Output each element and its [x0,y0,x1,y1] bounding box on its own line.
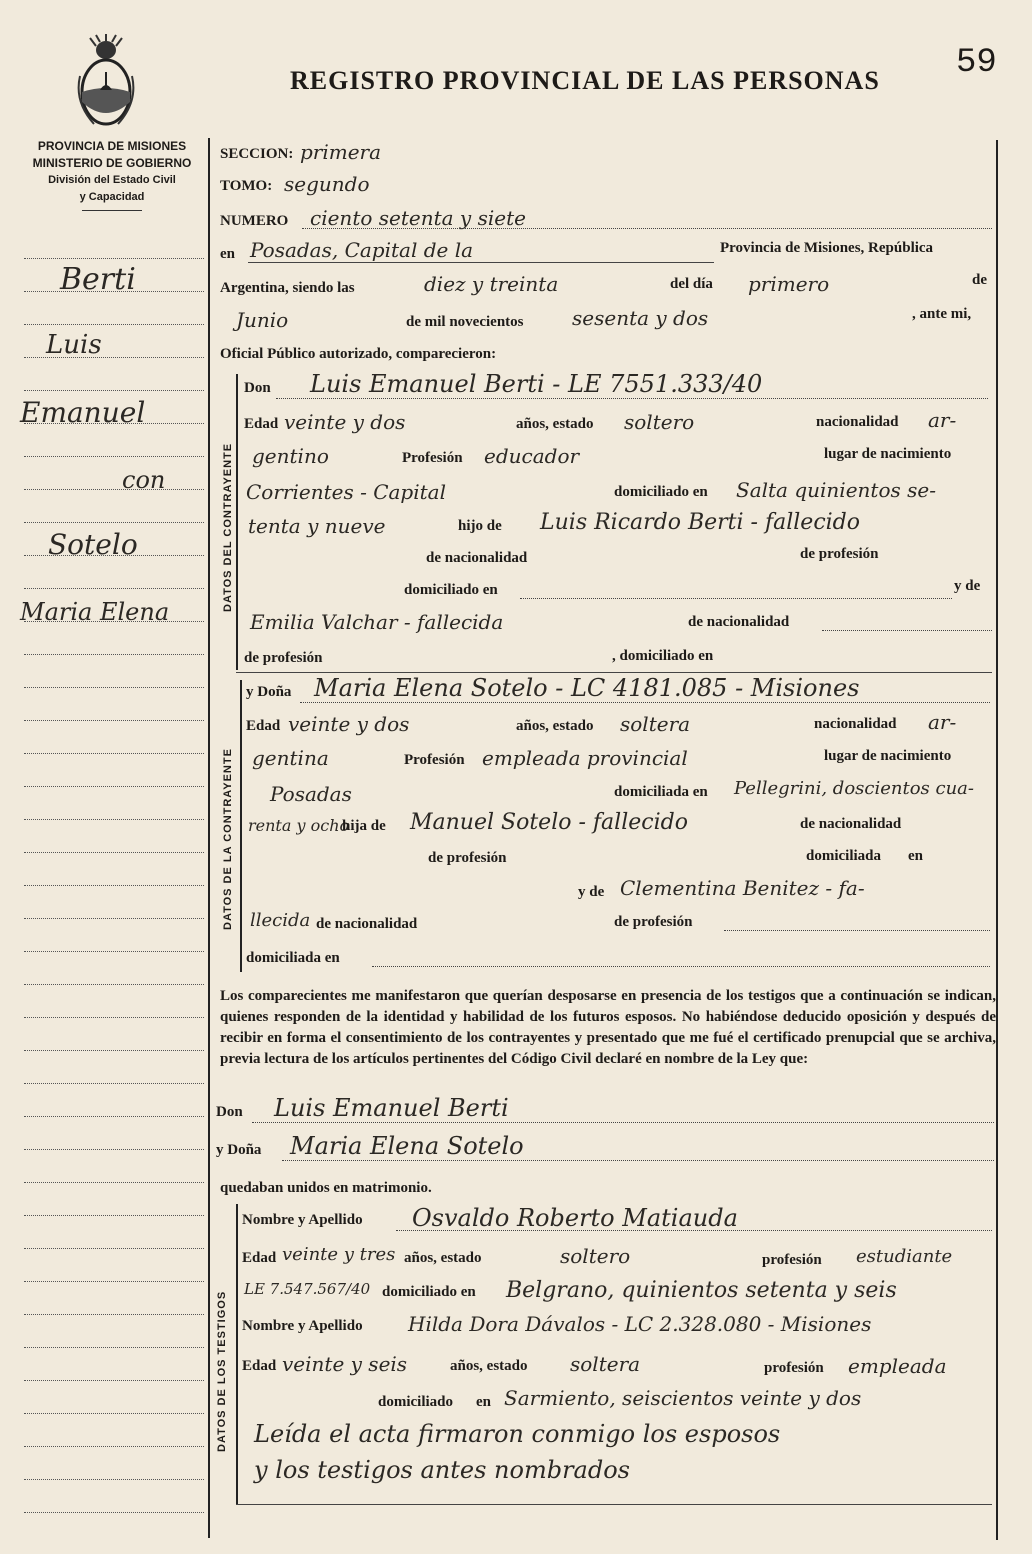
margin-ruled-line [24,1281,204,1282]
page-right-border [996,140,998,1540]
margin-ruled-line [24,1215,204,1216]
w2-domiciliado-label: domiciliado [378,1394,454,1410]
groom-name: Luis Emanuel Berti - LE 7551.333/40 [310,370,763,398]
groom-father-dom-line [520,598,952,599]
de-label: de [972,272,987,288]
groom-y-de-label: y de [954,578,981,594]
provincia-label: Provincia de Misiones, República [720,240,934,256]
margin-divider [208,138,210,1538]
groom-mother-dom-label: , domiciliado en [612,648,714,664]
groom-father-dom-label: domiciliado en [404,582,498,598]
divider [82,210,142,211]
groom-birthplace: Corrientes - Capital [246,480,446,504]
groom-mother-nac-line [822,630,992,631]
margin-note-first-name: Luis [46,330,102,360]
place-value: Posadas, Capital de la [250,238,474,262]
w1-domiciliado-label: domiciliado en [382,1284,476,1300]
ante-mi-label: , ante mi, [912,306,972,322]
groom-address-1: Salta quinientos se- [736,478,936,502]
groom-mother: Emilia Valchar - fallecida [250,610,504,634]
year-value: sesenta y dos [572,306,709,330]
groom-lugar-label: lugar de nacimiento [824,446,952,462]
w2-civil-status: soltera [570,1352,641,1376]
w1-estado-label: años, estado [404,1250,482,1266]
decl-groom: Luis Emanuel Berti [274,1094,509,1122]
bride-mother-dom-label: domiciliada en [246,950,340,966]
margin-ruled-line [24,258,204,259]
margin-ruled-line [24,1314,204,1315]
groom-mother-nac-label: de nacionalidad [688,614,790,630]
margin-ruled-line [24,1149,204,1150]
margin-ruled-line [24,456,204,457]
margin-ruled-line [24,1413,204,1414]
org-division: División del Estado Civil [48,174,176,186]
time-value: diez y treinta [424,272,559,296]
w2-age: veinte y seis [282,1352,408,1376]
w1-edad-label: Edad [242,1250,277,1266]
groom-nationality-2: gentino [252,444,329,468]
bride-mother-1: Clementina Benitez - fa- [620,876,865,900]
bride-side-label: DATOS DE LA CONTRAYENTE [222,748,234,930]
tomo-label: TOMO: [220,178,273,194]
groom-civil-status: soltero [624,410,695,434]
bride-birthplace: Posadas [270,782,352,806]
bride-age: veinte y dos [288,712,410,736]
w1-document: LE 7.547.567/40 [244,1280,371,1298]
decl-groom-line [252,1122,994,1123]
w2-nombre-label: Nombre y Apellido [242,1318,363,1334]
groom-age: veinte y dos [284,410,406,434]
margin-ruled-line [24,1479,204,1480]
bride-mother-prof-line [724,930,990,931]
groom-hijo-label: hijo de [458,518,502,534]
bride-father-dom-label: domiciliada [806,848,882,864]
closing-line-1: Leída el acta firmaron conmigo los esposos [254,1420,781,1448]
groom-address-2: tenta y nueve [248,514,386,538]
bride-hija-label: hija de [342,818,386,834]
margin-ruled-line [24,786,204,787]
margin-ruled-line [24,984,204,985]
org-capacity: y Capacidad [79,191,145,203]
margin-ruled-line [24,819,204,820]
bride-father-nac-label: de nacionalidad [800,816,902,832]
margin-ruled-line [24,1116,204,1117]
groom-nacionalidad-label: nacionalidad [816,414,899,430]
margin-ruled-line [24,918,204,919]
w1-address: Belgrano, quinientos setenta y seis [506,1278,897,1303]
en-label: en [220,246,235,262]
org-province: PROVINCIA DE MISIONES [37,139,187,153]
groom-father-prof-label: de profesión [800,546,879,562]
bride-address-2: renta y ocho [248,816,350,835]
groom-box-left [236,374,238,670]
groom-domiciliado-label: domiciliado en [614,484,708,500]
groom-father: Luis Ricardo Berti - fallecido [540,510,861,535]
bride-name: Maria Elena Sotelo - LC 4181.085 - Misiones [314,674,860,702]
w1-civil-status: soltero [560,1244,631,1268]
bride-mother-prof-label: de profesión [614,914,693,930]
w2-en-label: en [476,1394,491,1410]
margin-ruled-line [24,1083,204,1084]
w2-profesion-label: profesión [764,1360,824,1376]
quedaban-label: quedaban unidos en matrimonio. [220,1180,432,1196]
margin-note-bride-surname: Sotelo [48,528,138,561]
w1-profesion-label: profesión [762,1252,822,1268]
margin-ruled-line [24,324,204,325]
margin-ruled-line [24,753,204,754]
bride-profession: empleada provincial [482,746,688,770]
groom-father-nac-label: de nacionalidad [426,550,528,566]
issuing-authority [18,138,206,211]
bride-y-de-label: y de [578,884,605,900]
witness-side-label: DATOS DE LOS TESTIGOS [216,1290,228,1452]
margin-ruled-line [24,1050,204,1051]
seccion-label: SECCION: [220,146,294,162]
witness-box-left [236,1204,238,1504]
margin-ruled-line [24,951,204,952]
w2-profession: empleada [848,1354,947,1378]
bride-civil-status: soltera [620,712,691,736]
margin-ruled-line [24,390,204,391]
margin-ruled-line [24,654,204,655]
groom-mother-prof-label: de profesión [244,650,323,666]
margin-note-con: con [122,466,166,494]
groom-profession: educador [484,444,580,468]
decl-bride-line [282,1160,994,1161]
margin-ruled-line [24,852,204,853]
margin-note-surname: Berti [60,262,136,297]
bride-estado-label: años, estado [516,718,594,734]
w1-name: Osvaldo Roberto Matiauda [412,1204,738,1232]
decl-don-label: Don [216,1104,243,1120]
place-line [248,262,714,263]
margin-ruled-line [24,1248,204,1249]
de-mil-label: de mil novecientos [406,314,524,330]
bride-mother-2: llecida [250,910,311,931]
groom-side-label: DATOS DEL CONTRAYENTE [222,442,234,612]
margin-note-bride-names: Maria Elena [20,598,170,626]
w2-address: Sarmiento, seiscientos veinte y dos [504,1386,862,1410]
bride-father: Manuel Sotelo - fallecido [410,810,688,835]
tomo-value: segundo [284,172,370,196]
margin-ruled-line [24,588,204,589]
w1-profession: estudiante [856,1246,953,1267]
page-title: REGISTRO PROVINCIAL DE LAS PERSONAS [290,66,880,95]
decl-dona-label: y Doña [216,1142,262,1158]
bride-nationality-1: ar- [928,710,957,734]
margin-ruled-line [24,885,204,886]
margin-ruled-line [24,1446,204,1447]
closing-line-2: y los testigos antes nombrados [254,1456,630,1484]
declaration-paragraph: Los comparecientes me manifestaron que querían desposarse en presencia de los testigos que a continuación se indican, quienes responden de la identidad y habilidad de los futuros esposos. No habiéndose deducido oposición y después de recibir en forma el consentimiento de los contrayentes y presentado que me fué el certificado prenupcial que se archiva, previa lectura de los artículos pertinentes del Código Civil declaré en nombre de la Ley que: [220,988,996,1067]
bride-dona-label: y Doña [246,684,292,700]
day-value: primero [748,272,830,296]
bride-mother-nac-label: de nacionalidad [316,916,418,932]
groom-edad-label: Edad [244,416,279,432]
numero-label: NUMERO [220,213,289,229]
coat-of-arms-icon [76,32,136,132]
bride-mother-dom-line [372,966,990,967]
bride-address-1: Pellegrini, doscientos cua- [734,778,974,799]
margin-ruled-line [24,1380,204,1381]
margin-ruled-line [24,522,204,523]
margin-ruled-line [24,687,204,688]
numero-value: ciento setenta y siete [310,206,526,230]
dia-label: del día [670,276,713,292]
margin-ruled-line [24,1512,204,1513]
witness-box-bottom [236,1504,992,1505]
bride-nationality-2: gentina [252,746,329,770]
w2-estado-label: años, estado [450,1358,528,1374]
bride-box-left [240,680,242,972]
groom-profesion-label: Profesión [402,450,463,466]
w1-age: veinte y tres [282,1244,396,1265]
margin-ruled-line [24,489,204,490]
margin-note-middle-name: Emanuel [20,396,146,429]
bride-lugar-label: lugar de nacimiento [824,748,952,764]
w1-nombre-label: Nombre y Apellido [242,1212,363,1228]
w2-edad-label: Edad [242,1358,277,1374]
bride-name-line [300,702,990,703]
w1-name-line [396,1230,992,1231]
bride-domiciliada-label: domiciliada en [614,784,708,800]
bride-father-prof-label: de profesión [428,850,507,866]
margin-ruled-line [24,1017,204,1018]
numero-line [302,228,992,229]
page-number: 59 [956,44,997,82]
margin-ruled-line [24,720,204,721]
month-value: Junio [236,308,289,332]
seccion-value: primera [300,140,382,164]
groom-estado-label: años, estado [516,416,594,432]
oficial-label: Oficial Público autorizado, comparecieron: [220,346,497,362]
groom-name-line [276,398,988,399]
bride-profesion-label: Profesión [404,752,465,768]
bride-father-en-label: en [908,848,923,864]
groom-box-bottom [236,672,992,673]
w2-name: Hilda Dora Dávalos - LC 2.328.080 - Misiones [408,1312,872,1336]
argentina-label: Argentina, siendo las [220,280,355,296]
groom-nationality-1: ar- [928,408,957,432]
decl-bride: Maria Elena Sotelo [290,1132,524,1160]
bride-nacionalidad-label: nacionalidad [814,716,897,732]
margin-ruled-line [24,1182,204,1183]
org-ministry: MINISTERIO DE GOBIERNO [32,156,192,170]
bride-edad-label: Edad [246,718,281,734]
margin-ruled-line [24,1347,204,1348]
groom-don-label: Don [244,380,271,396]
